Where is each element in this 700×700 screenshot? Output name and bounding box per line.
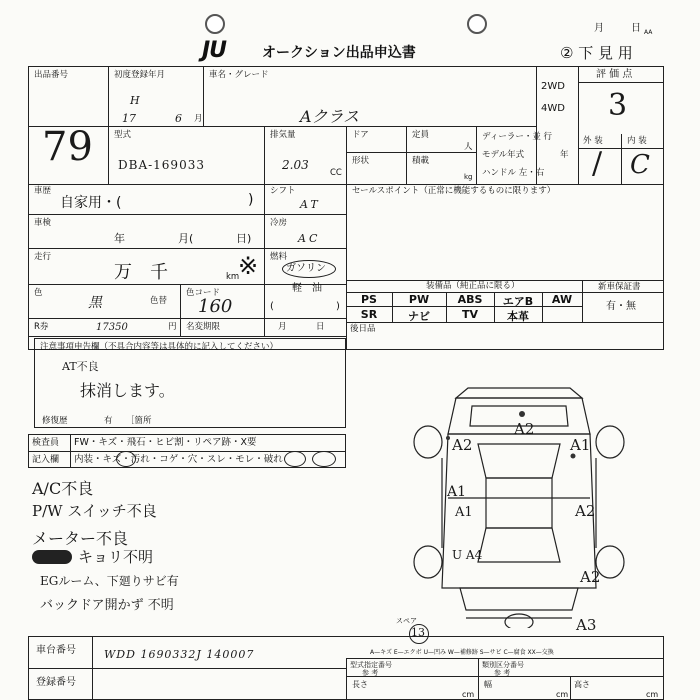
color-value: 黒 [88,295,102,311]
damage-mark-roof: A2 [514,420,535,438]
note-back-door: バックドア開かず 不明 [40,598,174,613]
car-name-value: Aクラス [300,107,360,126]
color-label: 色 [34,288,43,298]
damage-mark-right-door: A2 [575,502,596,520]
equip-airbag: エアB [502,295,534,308]
mileage-unknown-mark: ※ [238,252,259,280]
height-unit: cm [646,690,659,699]
fuel-gasoline-circle [282,260,336,278]
equip-ps: PS [361,293,377,306]
damage-mark-bumper: A3 [576,616,597,634]
kg-unit: kg [464,173,473,181]
rear-items-label: 後日品 [350,324,376,334]
damage-mark-rear: U A4 [452,548,483,562]
inspection-label: 車検 [34,218,52,228]
displacement-value: 2.03 [282,158,309,172]
exterior-label: 外 装 [583,136,603,146]
repair-place: ［箇所 [126,416,152,426]
model-label: 型式 [114,130,132,140]
category-number-label: 類別区分番号 [482,661,524,669]
model-value: DBA-169033 [118,158,205,172]
load-label: 積載 [412,156,430,166]
fuel-label: 燃料 [270,252,288,262]
sales-point-label: セールスポイント（正常に機能するものに限ります） [352,186,556,196]
model-year-label: モデル年式 [482,150,525,160]
damage-mark-left-rear: A1 [455,505,473,520]
first-registration-year: 17 [122,112,136,125]
notes-title: 注意事項申告欄（不具合内容等は具体的に記入してください） [40,342,279,352]
length-unit: cm [462,690,475,699]
exterior-grade: / [592,146,603,181]
warranty-label: 新車保証書 [598,282,641,292]
damage-mark-right-rear: A2 [580,568,601,586]
color-code-label: 色コード [186,288,221,298]
first-registration-label: 初度登録年月 [114,70,166,80]
registration-number-label: 登録番号 [36,677,76,688]
length-label: 長さ [352,680,368,689]
shape-label: 形状 [352,156,370,166]
mod-limit-day: 日 [316,322,325,332]
fuel-paren-open: ( [270,301,274,312]
repair-yes: 有 [104,416,113,426]
mod-limit-label: 名変期限 [186,322,221,332]
dealer-label: ディーラー・並 行 [482,132,553,142]
aa-label: AA [644,29,653,36]
capacity-label: 定員 [412,130,430,140]
mileage-label: 走行 [34,252,52,262]
door-label: ドア [352,130,369,140]
color-code-value: 160 [198,296,233,317]
handle-label: ハンドル 左・右 [482,168,545,178]
day-label: 日 [631,23,641,34]
spare-value: 13 [411,626,425,639]
inspection-month: 月( [178,232,194,245]
damage-mark-front-right: A1 [570,436,591,454]
category-paren-close: ) [248,192,254,208]
damage-mark-left-door: A1 [447,484,467,500]
car-damage-diagram [400,378,630,628]
category-label: 車歴 [34,186,52,196]
month-label: 月 [594,23,604,34]
lot-number-label: 出品番号 [34,70,69,80]
shift-value: AT [300,198,321,211]
equipment-title: 装備品（純正品に限る） [426,281,520,291]
header [0,0,700,66]
ju-logo: JU [202,38,227,63]
inspector-label: 検査員 [32,438,60,448]
drive-2wd: 2WD [541,81,565,92]
handwritten-notes [30,474,310,624]
cc-unit: CC [330,168,342,178]
yen-unit: 円 [168,322,177,332]
damage-legend: A—キズ E—エクボ U—凹み W—補修跡 S—サビ C—腐食 XX—交換 [370,649,554,656]
ac-label: 冷房 [270,218,288,228]
recycle-value: 17350 [96,322,128,333]
color-change-label: 色替 [150,296,168,306]
person-unit: 人 [464,142,473,152]
interior-tear-circle [312,451,336,467]
shift-label: シフト [270,186,296,196]
width-unit: cm [556,690,569,699]
category-ref-label: 参 考 [494,669,511,677]
category-value: 自家用・( [60,195,122,211]
drive-4wd: 4WD [541,103,565,114]
fuel-gasoline: ガソリン [286,263,326,274]
km-unit: km [226,272,240,282]
type-number-label: 型式指定番号 [350,661,392,669]
mod-limit-month: 月 [278,322,287,332]
mileage-man: 万 [114,262,132,283]
equip-aw: AW [551,293,573,306]
interior-scratch-circle [116,451,136,467]
note-ac: A/C不良 [32,479,94,498]
interior-grade: C [630,150,650,180]
inspector-entry-label: 記入欄 [32,455,60,465]
rating-label: 評 価 点 [596,69,633,80]
mileage-sen: 千 [150,262,168,283]
chassis-number-label: 車台番号 [36,645,76,656]
note-pw-switch: P/W スイッチ不良 [32,502,157,520]
equip-navi: ナビ [408,310,430,323]
equip-pw: PW [408,293,430,306]
repair-history-label: 修復歴 [42,416,68,426]
recycle-label: R券 [34,322,49,332]
note-meter: メーター不良 [32,529,129,548]
height-label: 高さ [574,680,590,689]
equip-sr: SR [360,308,378,321]
fuel-paren-close: ) [336,301,340,312]
note-scribble [32,550,72,564]
displacement-label: 排気量 [270,130,296,140]
equip-leather: 本革 [507,310,529,323]
fuel-diesel: 軽 油 [292,283,322,294]
lot-number-value: 79 [42,124,93,170]
interior-leak-circle [284,451,306,467]
equip-abs: ABS [457,293,483,306]
spare-label: スペア [396,617,417,625]
inspection-day: 日) [236,232,252,245]
interior-label: 内 装 [627,136,647,146]
type-ref-label: 参 考 [362,669,379,677]
inspector-row-exterior: FW・キズ・飛石・ヒビ割・リペア跡・X要 [74,437,257,448]
form-title: オークション出品申込書 [262,45,416,61]
note-engine-room: EGルーム、下廻りサビ有 [40,574,179,588]
note-mileage: キョリ不明 [78,548,154,566]
equip-tv: TV [461,308,479,321]
chassis-number-value: WDD 1690332J 140007 [104,648,255,661]
inspection-year: 年 [114,232,125,245]
first-registration-era: H [130,94,140,107]
ac-value: AC [298,232,321,245]
damage-mark-front-left: A2 [452,436,473,454]
inspector-row-interior: 内装・キズ・汚れ・コゲ・穴・スレ・モレ・破れ [74,454,283,465]
copy-label: ② 下 見 用 [560,44,633,62]
first-registration-month-unit: 月 [194,114,203,124]
notes-line-1: AT不良 [62,360,99,373]
width-label: 幅 [484,680,492,689]
rating-value: 3 [608,88,628,123]
notes-line-2: 抹消します。 [80,381,175,400]
warranty-value: 有・無 [606,301,636,312]
first-registration-month: 6 [175,112,182,125]
car-name-label: 車名・グレード [209,70,269,80]
year-unit: 年 [560,150,569,160]
